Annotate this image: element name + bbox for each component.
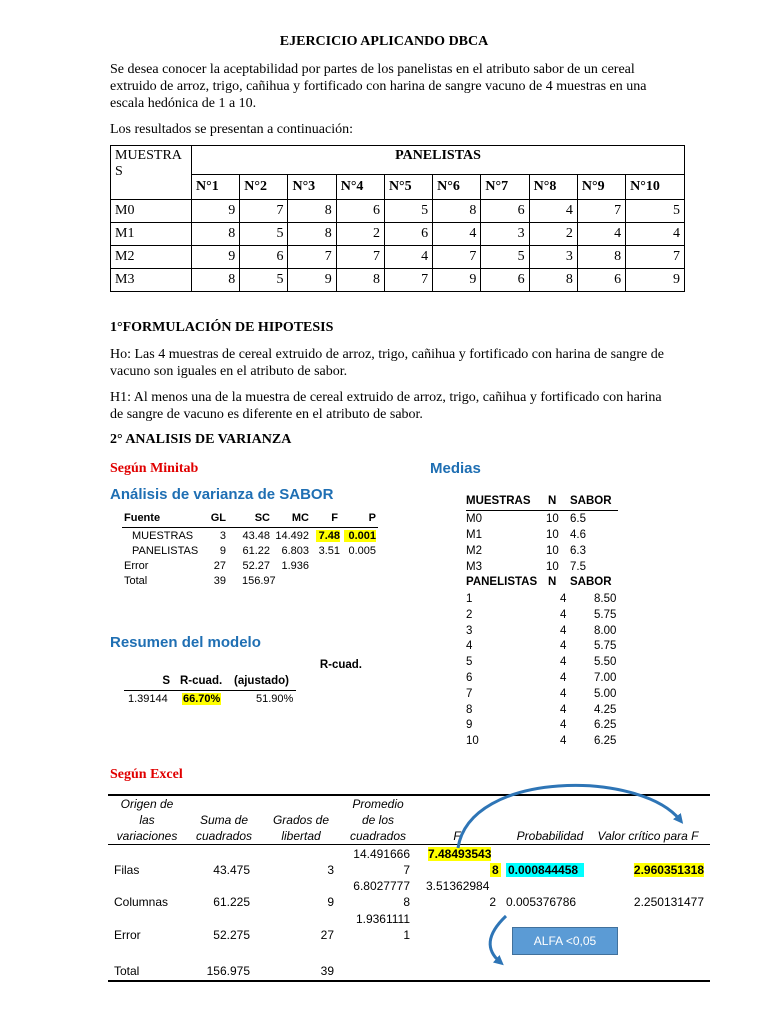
col-gl: GL [210,512,226,524]
medias-panelista-cell: 4 [560,624,567,637]
medias-panelista-cell: 4 [560,640,567,653]
col-sc: SC [254,512,270,524]
medias-muestra-cell: M2 [466,545,482,557]
medias-panelista-cell: 6.25 [594,719,617,732]
columnas-prob: 0.005376786 [506,895,577,909]
rcuad-adj-value: 51.90% [256,693,294,705]
columnas-suma: 61.225 [213,895,250,909]
medias-panelista-cell: 10 [466,735,479,748]
medias-muestra-cell: M0 [466,513,482,525]
medias-panelista-cell: 5.00 [594,687,617,700]
filas-f-1: 7.48493543 [428,847,492,861]
total-grados: 39 [320,964,334,978]
medias-panelista-cell: 1 [466,593,473,605]
medias-panelista-cell: 8.00 [594,624,617,637]
medias-muestra-cell: 10 [546,529,559,541]
score-cell: 7 [336,246,384,269]
medias-panelista-cell: 4 [560,687,567,700]
medias-panelista-cell: 6.25 [594,735,617,748]
medias-panelista-cell: 4 [560,608,567,621]
score-cell: 6 [481,269,529,292]
score-cell: 8 [192,223,240,246]
medias-panelista-cell: 4 [560,593,567,605]
excel-h-prob: Probabilidad [516,829,584,843]
score-cell: 9 [626,269,685,292]
filas-grados: 3 [327,863,334,877]
panelist-col-header: N°3 [288,175,336,200]
score-cell: 7 [626,246,685,269]
medias-muestra-cell: 10 [546,561,559,573]
anova-cell: 7.48 [316,530,340,542]
score-cell: 2 [529,223,577,246]
medias-panelista-cell: 4 [560,703,567,716]
medias-panelistas-header: PANELISTAS [466,576,538,588]
score-cell: 5 [384,200,432,223]
medias-panelista-cell: 7 [466,687,473,700]
col-mc: MC [291,512,309,524]
section2-heading: 2° ANALISIS DE VARIANZA [110,432,292,447]
filas-prob: 0.000844458 [506,863,584,877]
medias-muestras-header: MUESTRAS [466,495,531,507]
results-intro: Los resultados se presentan a continuación: [110,122,353,137]
medias-panelista-cell: 5.75 [594,640,617,653]
score-cell: 8 [288,223,336,246]
score-cell: 7 [240,200,288,223]
medias-panelista-cell: 3 [466,624,473,637]
score-cell: 4 [384,246,432,269]
medias-panelista-cell: 4 [560,735,567,748]
columnas-f-1: 3.51362984 [426,879,490,893]
anova-cell: Error [124,560,149,572]
origen-line-2: las [139,813,155,827]
medias-muestra-cell: M1 [466,529,482,541]
intro-paragraph: Se desea conocer la aceptabilidad por partes de los panelistas en el atributo sabor de un cereal extruido de arroz, trigo, cañihua y fortificado con harina de sangre vacuno de 4 muestras en una escala hedónica de 1 a 10. [110,62,647,111]
total-suma: 156.975 [206,964,250,978]
anova-cell: Total [124,575,148,587]
score-cell: 8 [192,269,240,292]
anova-cell: 0.005 [348,545,376,557]
ho-hypothesis: Ho: Las 4 muestras de cereal extruido de arroz, trigo, cañihua y fortificado con harina de sangre de vacuno son iguales en el atributo de sabor. [110,347,664,379]
medias-panelista-cell: 7.00 [594,672,617,684]
medias-panelistas-header: N [548,576,557,588]
medias-muestra-cell: M3 [466,561,482,573]
total-label: Total [114,964,140,978]
minitab-label: Según Minitab [110,461,199,476]
medias-panelista-cell: 8 [466,703,473,716]
score-cell: 9 [192,200,240,223]
panelistas-header: PANELISTAS [192,146,685,175]
medias-panelista-cell: 4 [560,719,567,732]
medias-panelista-cell: 2 [466,608,473,621]
anova-cell: 14.492 [275,530,309,542]
score-cell: 5 [626,200,685,223]
score-cell: 5 [240,269,288,292]
filas-prom-1: 14.491666 [353,847,410,861]
excel-label: Según Excel [110,767,183,782]
medias-panelista-cell: 8.50 [594,593,617,605]
panelist-col-header: N°5 [384,175,432,200]
score-cell: 6 [384,223,432,246]
score-cell: 4 [433,223,481,246]
score-cell: 6 [577,269,625,292]
sample-label: M0 [111,200,192,223]
anova-title: Análisis de varianza de SABOR [110,486,334,503]
anova-cell: 39 [213,575,226,587]
filas-suma: 43.475 [213,863,250,877]
score-cell: 4 [529,200,577,223]
excel-h-critico: Valor crítico para F [597,829,699,843]
columnas-prom-1: 6.8027777 [353,879,410,893]
medias-panelista-cell: 6 [466,672,473,684]
error-suma: 52.275 [213,928,250,942]
anova-cell: 6.803 [281,545,309,557]
score-cell: 4 [577,223,625,246]
medias-panelista-cell: 4 [560,672,567,684]
h1-hypothesis: H1: Al menos una de la muestra de cereal extruido de arroz, trigo, cañihua y fortificado con harina de sangre de vacuno es diferente en el atributo de sabor. [110,390,662,422]
rcuad-adj-header-2: (ajustado) [234,675,289,687]
score-cell: 5 [240,223,288,246]
error-grados: 27 [320,928,334,942]
origen-line-3: variaciones [116,829,178,843]
promedio-line-3: cuadrados [349,829,407,843]
rcuad-value: 66.70% [183,693,221,705]
medias-title: Medias [430,460,481,477]
anova-cell: 1.936 [281,560,309,572]
medias-muestra-cell: 6.5 [570,513,586,525]
score-cell: 7 [288,246,336,269]
columnas-label: Columnas [114,895,169,909]
score-cell: 6 [481,200,529,223]
medias-muestra-cell: 7.5 [570,561,586,573]
rcuad-header: R-cuad. [180,675,223,687]
score-cell: 9 [288,269,336,292]
panelist-col-header: N°7 [481,175,529,200]
suma-line-2: cuadrados [195,829,253,843]
panelist-col-header: N°4 [336,175,384,200]
error-prom-1: 1.9361111 [355,912,410,926]
score-cell: 8 [529,269,577,292]
origen-line-1: Origen de [120,797,174,811]
panelist-col-header: N°2 [240,175,288,200]
medias-panelistas-header: SABOR [570,576,612,588]
suma-line-1: Suma de [199,813,249,827]
grados-line-1: Grados de [272,813,330,827]
medias-muestra-cell: 4.6 [570,529,586,541]
anova-cell: 3.51 [318,545,340,557]
columnas-prom-2: 8 [403,895,410,909]
sample-label: M2 [111,246,192,269]
columnas-grados: 9 [327,895,334,909]
sample-label: M3 [111,269,192,292]
medias-panelista-cell: 5.75 [594,608,617,621]
score-cell: 9 [433,269,481,292]
arrow-f-to-critical [458,785,680,848]
sample-label: M1 [111,223,192,246]
s-value: 1.39144 [128,693,168,705]
anova-cell: PANELISTAS [132,545,199,557]
promedio-line-2: de los [361,813,395,827]
medias-sabor-header: SABOR [570,495,612,507]
anova-cell: 27 [213,560,226,572]
s-header: S [162,675,170,687]
medias-panelista-cell: 4.25 [594,703,617,716]
filas-crit: 2.960351318 [633,863,704,877]
columnas-crit: 2.250131477 [633,895,704,909]
muestras-header: MUESTRA S [111,146,192,200]
medias-panelista-cell: 5 [466,656,473,669]
excel-h-f: F [453,829,461,843]
score-cell: 8 [336,269,384,292]
anova-cell: MUESTRAS [132,530,194,542]
panelist-col-header: N°6 [433,175,481,200]
arrow-prob-to-alfa [490,916,506,962]
anova-cell: 43.48 [242,530,270,542]
rcuad-adj-header-1: R-cuad. [319,659,362,671]
filas-label: Filas [114,863,140,877]
panelist-col-header: N°1 [192,175,240,200]
score-cell: 2 [336,223,384,246]
score-cell: 3 [481,223,529,246]
medias-muestra-cell: 10 [546,513,559,525]
medias-muestra-cell: 10 [546,545,559,557]
anova-cell: 9 [219,545,226,557]
medias-panelista-cell: 4 [560,656,567,669]
page-title: EJERCICIO APLICANDO DBCA [279,34,489,49]
anova-cell: 3 [219,530,226,542]
score-cell: 9 [192,246,240,269]
col-f: F [331,512,338,524]
col-p: P [368,512,376,524]
anova-cell: 52.27 [242,560,270,572]
score-cell: 7 [433,246,481,269]
grados-line-2: libertad [281,829,321,843]
promedio-line-1: Promedio [352,797,404,811]
error-prom-2: 1 [403,928,410,942]
medias-panelista-cell: 4 [466,640,473,653]
alfa-box: ALFA <0,05 [512,927,618,955]
score-cell: 4 [626,223,685,246]
score-cell: 3 [529,246,577,269]
anova-cell: 156.97 [242,575,276,587]
score-cell: 6 [240,246,288,269]
anova-cell: 61.22 [242,545,270,557]
score-cell: 7 [577,200,625,223]
col-fuente: Fuente [124,512,161,524]
score-cell: 8 [288,200,336,223]
summary-title: Resumen del modelo [110,634,261,651]
columnas-f-2: 2 [489,895,496,909]
panelist-col-header: N°9 [577,175,625,200]
medias-muestra-cell: 6.3 [570,545,586,557]
score-cell: 8 [577,246,625,269]
filas-prom-2: 7 [403,863,410,877]
anova-cell: 0.001 [344,530,376,542]
score-cell: 6 [336,200,384,223]
panelist-col-header: N°10 [626,175,685,200]
medias-panelista-cell: 5.50 [594,656,617,669]
filas-f-2: 8 [492,863,499,877]
score-cell: 8 [433,200,481,223]
medias-n-header: N [548,495,557,507]
section1-heading: 1°FORMULACIÓN DE HIPOTESIS [110,320,334,335]
medias-panelista-cell: 9 [466,719,473,732]
error-label: Error [114,928,141,942]
score-cell: 7 [384,269,432,292]
score-cell: 5 [481,246,529,269]
panelist-col-header: N°8 [529,175,577,200]
